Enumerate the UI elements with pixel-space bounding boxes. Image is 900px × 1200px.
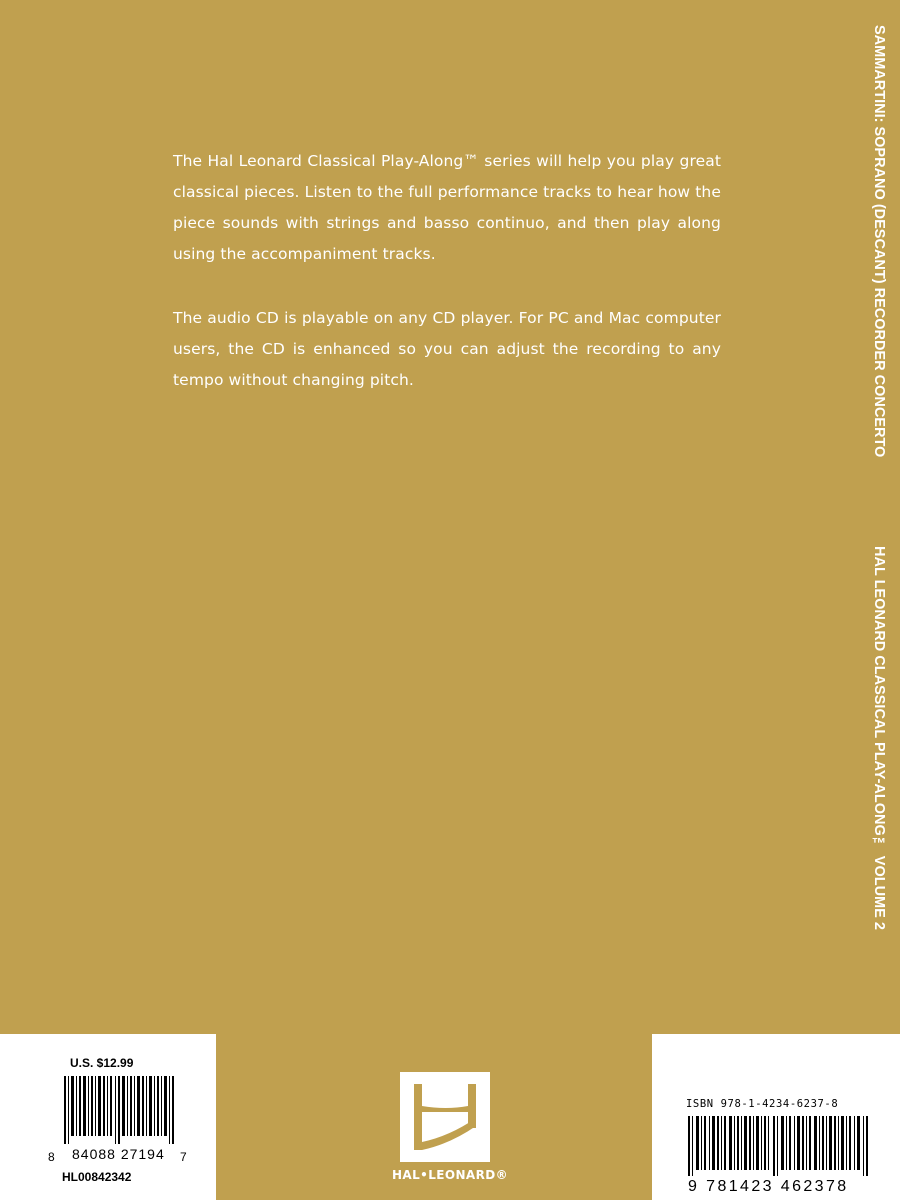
description-paragraph-1: The Hal Leonard Classical Play-Along™ series will help you play great classical pieces. Listen to the full performance tracks to hear how the piece sounds with strings and basso continuo, and then play along using the accompaniment tracks. [173,152,721,263]
spine-title: SAMMARTINI: SOPRANO (DESCANT) RECORDER CONCERTO [871,25,887,458]
isbn-barcode-icon [688,1116,870,1176]
isbn-barcode-digits: 9 781423 462378 [688,1178,849,1195]
upc-digits: 84088 27194 [72,1146,165,1162]
item-code: HL00842342 [62,1170,132,1184]
spine-series: HAL LEONARD CLASSICAL PLAY-ALONG™ VOLUME 2 [871,546,887,930]
description-paragraph-2: The audio CD is playable on any CD player. For PC and Mac computer users, the CD is enhanced so you can adjust the recording to any tempo without changing pitch. [173,309,721,389]
upc-check-digit: 7 [180,1150,187,1164]
isbn-barcode-box [652,1034,900,1200]
price-barcode-box [0,1034,216,1200]
upc-lead-digit: 8 [48,1150,55,1164]
hal-leonard-logo-text: HAL•LEONARD® [391,1168,509,1182]
price-label: U.S. $12.99 [70,1056,134,1070]
description-block [173,146,721,429]
isbn-label: ISBN 978-1-4234-6237-8 [686,1098,839,1110]
upc-barcode-icon [64,1076,174,1144]
hal-leonard-logo-icon [400,1072,490,1162]
